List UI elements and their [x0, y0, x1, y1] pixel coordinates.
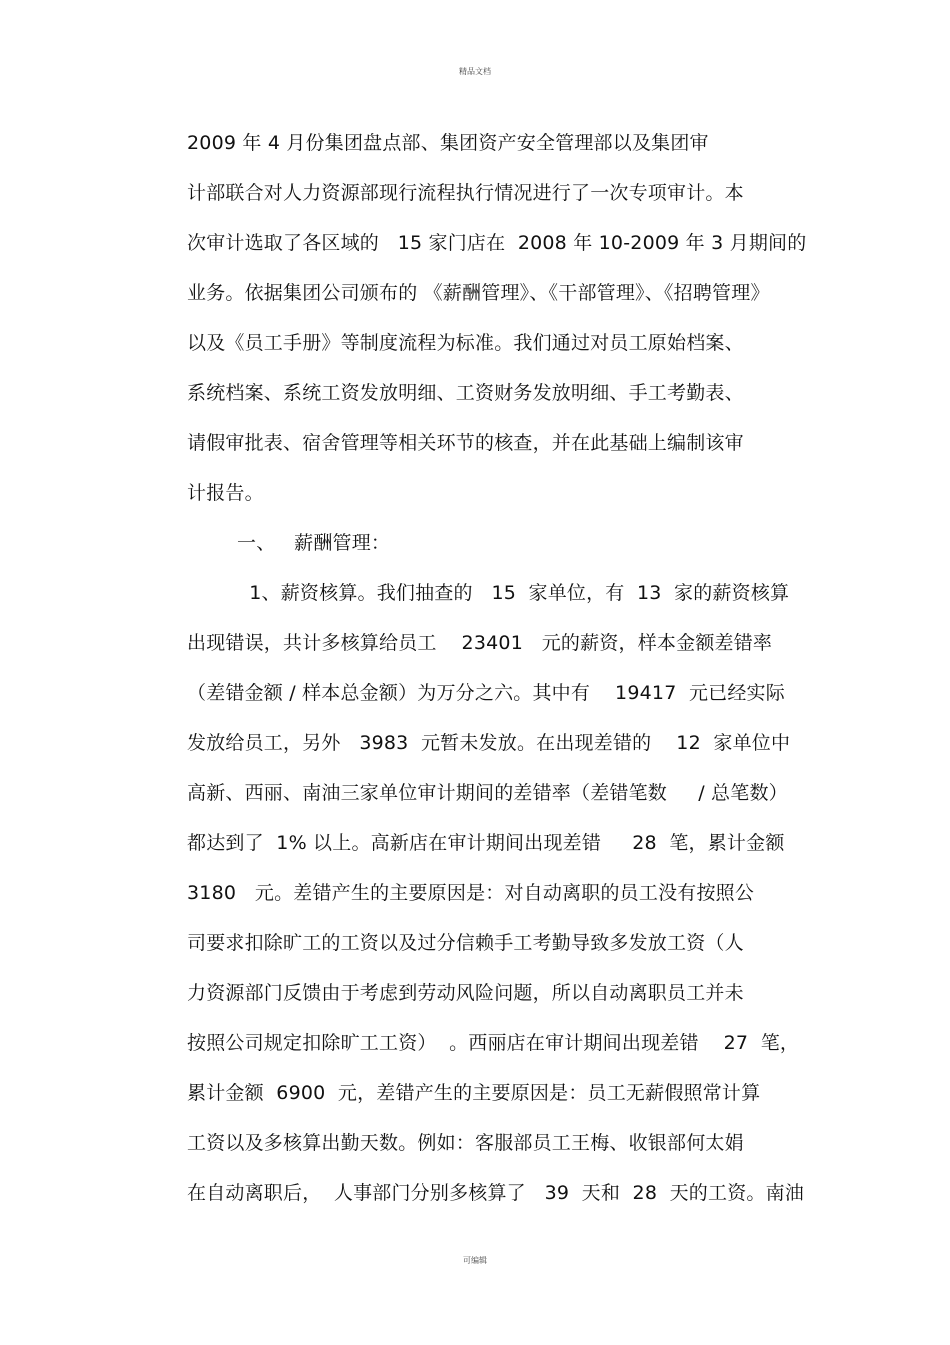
salary-line: 工资以及多核算出勤天数。例如：客服部员工王梅、收银部何太娟: [187, 1132, 744, 1154]
section-heading: 一、 薪酬管理：: [237, 532, 391, 554]
salary-line: 3180 元。差错产生的主要原因是：对自动离职的员工没有按照公: [187, 882, 755, 904]
intro-line: 业务。依据集团公司颁布的 《薪酬管理》、《干部管理》、《招聘管理》: [187, 282, 770, 304]
intro-line: 请假审批表、宿舍管理等相关环节的核查，并在此基础上编制该审: [187, 432, 744, 454]
intro-line: 次审计选取了各区域的 15 家门店在 2008 年 10-2009 年 3 月期间的: [187, 232, 807, 254]
salary-line: 出现错误，共计多核算给员工 23401 元的薪资，样本金额差错率: [187, 632, 773, 654]
intro-line: 计报告。: [187, 482, 264, 504]
page-footer-mark: 可编辑: [463, 1256, 487, 1265]
page-header-mark: 精品文档: [459, 67, 491, 76]
salary-line: 司要求扣除旷工的工资以及过分信赖手工考勤导致多发放工资（人: [187, 932, 744, 954]
intro-line: 2009 年 4 月份集团盘点部、集团资产安全管理部以及集团审: [187, 132, 709, 154]
intro-line: 系统档案、系统工资发放明细、工资财务发放明细、手工考勤表、: [187, 382, 744, 404]
intro-line: 以及《员工手册》等制度流程为标准。我们通过对员工原始档案、: [187, 332, 744, 354]
salary-line: 力资源部门反馈由于考虑到劳动风险问题，所以自动离职员工并未: [187, 982, 744, 1004]
salary-line: 在自动离职后， 人事部门分别多核算了 39 天和 28 天的工资。南油: [187, 1182, 804, 1204]
salary-line: 累计金额 6900 元，差错产生的主要原因是：员工无薪假照常计算: [187, 1082, 761, 1104]
salary-line: （差错金额 / 样本总金额）为万分之六。其中有 19417 元已经实际: [187, 682, 785, 704]
salary-line: 都达到了 1% 以上。高新店在审计期间出现差错 28 笔，累计金额: [187, 832, 785, 854]
intro-line: 计部联合对人力资源部现行流程执行情况进行了一次专项审计。本: [187, 182, 744, 204]
salary-line: 高新、西丽、南油三家单位审计期间的差错率（差错笔数 / 总笔数）: [187, 782, 788, 804]
salary-line: 按照公司规定扣除旷工工资） 。西丽店在审计期间出现差错 27 笔，: [187, 1032, 800, 1054]
salary-line: 发放给员工，另外 3983 元暂未发放。在出现差错的 12 家单位中: [187, 732, 791, 754]
salary-line: 1、薪资核算。我们抽查的 15 家单位，有 13 家的薪资核算: [243, 582, 790, 604]
